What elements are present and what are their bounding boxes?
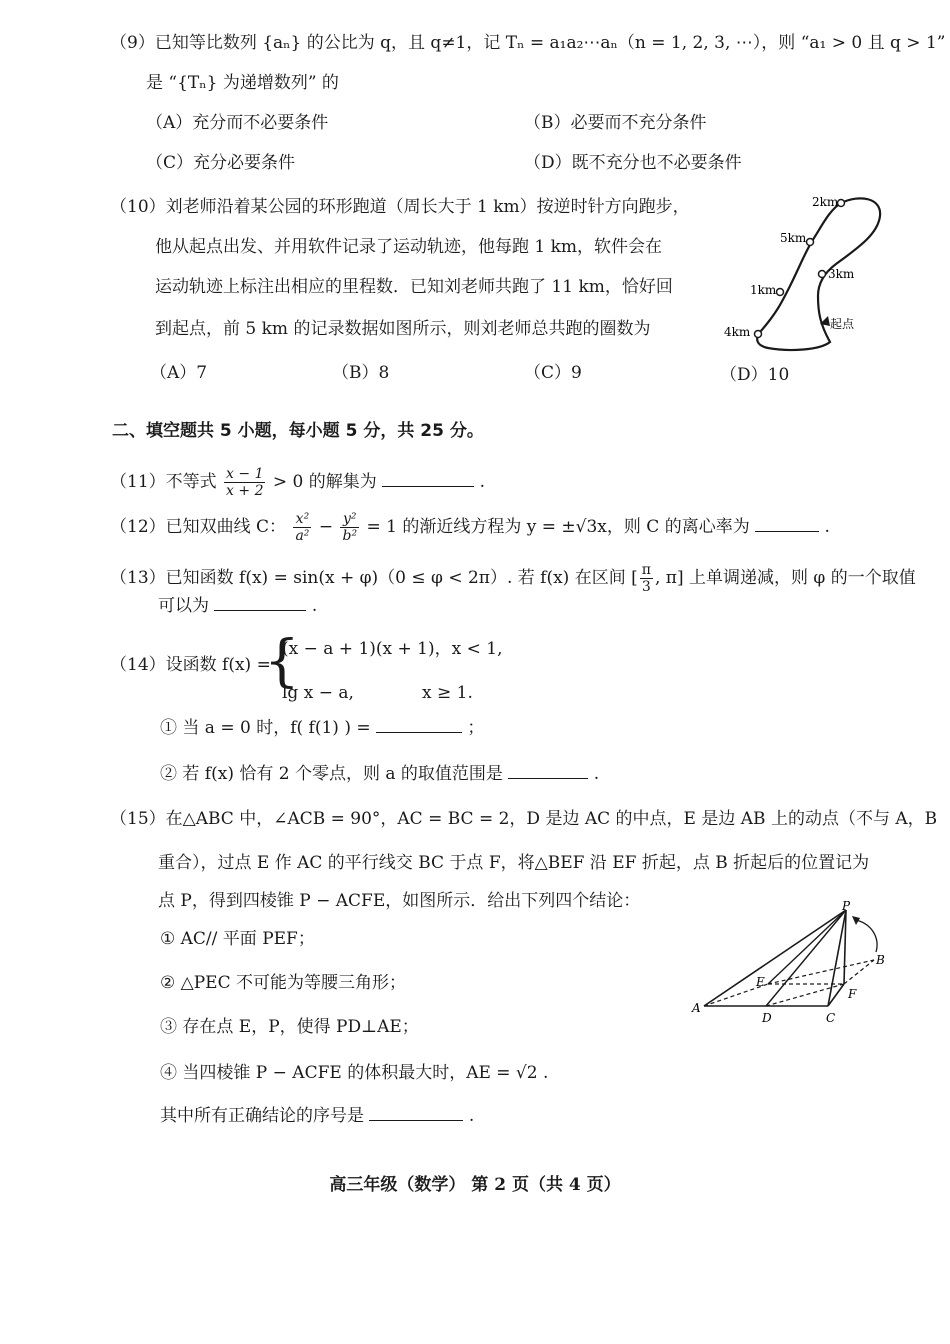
q10-option-c: （C）9 [524,363,582,383]
q12-frac2-den: b² [342,528,358,544]
q12-suffix: = 1 的渐近线方程为 y = ±√3x，则 C 的离心率为 [366,517,750,537]
q15-conclusion-3: ③ 存在点 E，P，使得 PD⊥AE； [160,1017,419,1037]
label-A: A [692,1001,701,1015]
q11-frac-den: x + 2 [226,483,264,499]
q11-suffix: > 0 的解集为 [272,472,377,492]
q14-case2-cond: x ≥ 1. [422,683,473,703]
label-1km: 1km [750,283,777,297]
q15-conclusion-2: ② △PEC 不可能为等腰三角形； [160,973,406,993]
q10-stem-line2: 他从起点出发、并用软件记录了运动轨迹，他每跑 1 km，软件会在 [155,237,663,257]
q14-sub2-text: ② 若 f(x) 恰有 2 个零点，则 a 的取值范围是 [160,764,503,784]
edge-EB [768,960,874,984]
label-F: F [848,987,857,1001]
q10-track-figure [720,190,890,360]
q13-frac-num: π [641,562,651,578]
q10-stem-line1: （10）刘老师沿着某公园的环形跑道（周长大于 1 km）按逆时针方向跑步， [110,197,690,217]
q12-answer-blank[interactable] [755,515,819,532]
q12-frac1-num: x² [293,511,311,528]
label-D: D [762,1011,772,1025]
q10-stem-line3: 运动轨迹上标注出相应的里程数．已知刘老师共跑了 11 km，恰好回 [155,277,673,297]
q13-end: . [311,596,318,616]
q14-case1: (x − a + 1)(x + 1)，x < 1, [282,639,503,659]
q9-stem-line1: （9）已知等比数列 {aₙ} 的公比为 q，且 q≠1，记 Tₙ = a₁a₂⋯aₙ（n = 1, 2, 3, ⋯），则 “a₁ > 0 且 q > 1” [110,33,946,53]
q14-sub1-end: ； [467,718,485,738]
marker-4km [755,331,762,338]
fold-arrow [856,920,877,952]
q10-stem-line4: 到起点，前 5 km 的记录数据如图所示，则刘老师总共跑的圈数为 [155,319,651,339]
q12-end: . [824,517,830,537]
q13-answer-blank[interactable] [214,594,306,611]
q12-minus: − [318,517,334,537]
q13-line2 [158,594,317,617]
q14-case2-expr: lg x − a, [282,683,354,703]
q15-stem-line1: （15）在△ABC 中，∠ACB = 90°，AC = BC = 2，D 是边 AC 的中点，E 是边 AB 上的动点（不与 A，B [110,809,938,829]
q14-sub1-blank[interactable] [376,716,462,733]
q13-frac-den: 3 [641,579,651,595]
q14-sub1 [160,716,484,739]
q15-stem-line2: 重合），过点 E 作 AC 的平行线交 BC 于点 F，将△BEF 沿 EF 折起，点 B 折起后的位置记为 [158,853,870,873]
q10-option-d: （D）10 [720,365,790,385]
q14-sub1-text: ① 当 a = 0 时，f( f(1) ) = [160,718,371,738]
q13-suffix: , π] 上单调递减，则 φ 的一个取值 [654,568,916,588]
label-start: 起点 [830,317,855,331]
label-C: C [826,1011,836,1025]
q12-frac2-num: y² [340,511,359,528]
marker-3km [819,271,826,278]
q10-option-b: （B）8 [332,363,390,383]
q10-option-a: （A）7 [150,363,208,383]
section-heading: 二、填空题共 5 小题，每小题 5 分，共 25 分。 [112,421,484,441]
q13-line2-text: 可以为 [158,596,209,616]
q15-conclusion-1: ① AC// 平面 PEF； [160,929,315,949]
q15-stem-line3: 点 P，得到四棱锥 P − ACFE，如图所示．给出下列四个结论： [158,891,641,911]
edge-AP [704,910,846,1006]
q15-ask-text: 其中所有正确结论的序号是 [160,1106,364,1126]
q15-answer-blank[interactable] [369,1104,463,1121]
q11-answer-blank[interactable] [382,470,474,487]
label-2km: 2km [812,195,839,209]
label-3km: 3km [828,267,855,281]
q14-brace: { [264,629,300,694]
q12-prefix: （12）已知双曲线 C： [110,517,287,537]
marker-5km [807,239,814,246]
label-E: E [756,975,765,989]
q15-ask-end: . [468,1106,475,1126]
q11 [110,462,485,502]
q14-prefix: （14）设函数 f(x) = [110,655,271,675]
q11-frac-num: x − 1 [226,466,264,482]
q14-sub2-blank[interactable] [508,762,588,779]
q9-option-d: （D）既不充分也不必要条件 [524,153,742,173]
page-footer: 高三年级（数学） 第 2 页（共 4 页） [329,1175,621,1195]
q14-sub2-end: . [593,764,600,784]
label-B: B [876,953,885,967]
q13-fraction [640,562,653,595]
q15-ask [160,1104,474,1127]
q13-line1 [110,558,916,598]
q12 [110,506,830,548]
q9-option-c: （C）充分必要条件 [146,153,296,173]
label-4km: 4km [724,325,751,339]
label-P: P [842,899,851,913]
marker-2km [838,200,845,207]
q14-sub2 [160,762,599,785]
q12-fraction-x [293,511,311,544]
q15-conclusion-4: ④ 当四棱锥 P − ACFE 的体积最大时，AE = √2 . [160,1063,549,1083]
q11-fraction [224,466,265,499]
label-5km: 5km [780,231,807,245]
marker-1km [777,289,784,296]
q12-fraction-y [340,511,359,544]
q13-prefix: （13）已知函数 f(x) = sin(x + φ)（0 ≤ φ < 2π）. 若 f(x) 在区间 [ [110,568,638,588]
q9-option-b: （B）必要而不充分条件 [524,113,707,133]
q11-end: . [479,472,485,492]
q12-frac1-den: a² [295,528,310,544]
edge-DP [766,910,846,1006]
q15-pyramid-figure [686,898,896,1030]
q9-stem-line2: 是 “{Tₙ} 为递增数列” 的 [146,73,339,93]
q11-prefix: （11）不等式 [110,472,217,492]
q9-option-a: （A）充分而不必要条件 [146,113,329,133]
